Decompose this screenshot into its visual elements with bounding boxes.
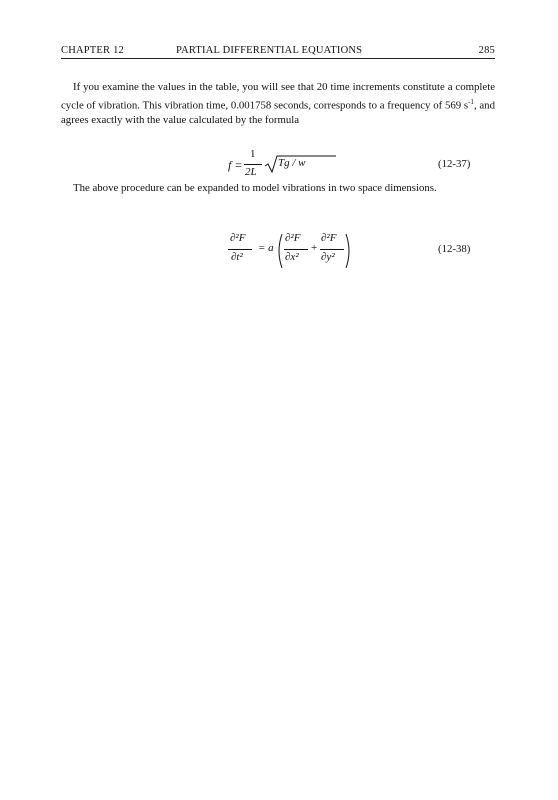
running-head xyxy=(61,44,495,59)
lhs-denominator: ∂t² xyxy=(231,251,243,263)
term1-denominator: ∂x² xyxy=(285,251,299,263)
equation-12-38 xyxy=(228,232,348,272)
term2-denominator: ∂y² xyxy=(321,251,335,263)
chapter-label: CHAPTER 12 xyxy=(61,45,124,56)
fraction-bar xyxy=(284,249,308,250)
paragraph-vibration-cycle xyxy=(61,80,495,128)
term1-numerator: ∂²F xyxy=(285,232,301,244)
radicand: Tg / w xyxy=(278,157,306,169)
paragraph-text: If you examine the values in the table, you will see that 20 time increments constitute a complete cycle of vibration. This vibration time, 0.001758 seconds, corresponds to a frequency of 569 s xyxy=(61,81,495,112)
equation-number-12-38: (12-38) xyxy=(438,243,471,255)
page-number: 285 xyxy=(478,45,495,56)
fraction-bar xyxy=(244,164,262,165)
plus-sign: + xyxy=(311,242,318,254)
equation-lhs: f = xyxy=(228,158,243,172)
paragraph-text: , and agrees exactly with the value calculated by the formula xyxy=(61,99,495,127)
chapter-title: PARTIAL DIFFERENTIAL EQUATIONS xyxy=(176,45,363,56)
fraction-bar xyxy=(228,249,252,250)
lhs-numerator: ∂²F xyxy=(230,232,246,244)
fraction-denominator: 2L xyxy=(245,166,257,178)
superscript: -1 xyxy=(468,97,474,106)
term2-numerator: ∂²F xyxy=(321,232,337,244)
right-paren-icon xyxy=(345,233,353,269)
paragraph-two-dimensions: The above procedure can be expanded to model vibrations in two space dimensions. xyxy=(73,182,437,194)
left-paren-icon xyxy=(275,233,283,269)
fraction-numerator: 1 xyxy=(250,148,256,160)
equation-number-12-37: (12-37) xyxy=(438,158,471,170)
equation-12-37 xyxy=(228,147,348,181)
equals-coefficient: = a xyxy=(258,242,274,254)
fraction-bar xyxy=(320,249,344,250)
square-root xyxy=(264,154,344,172)
